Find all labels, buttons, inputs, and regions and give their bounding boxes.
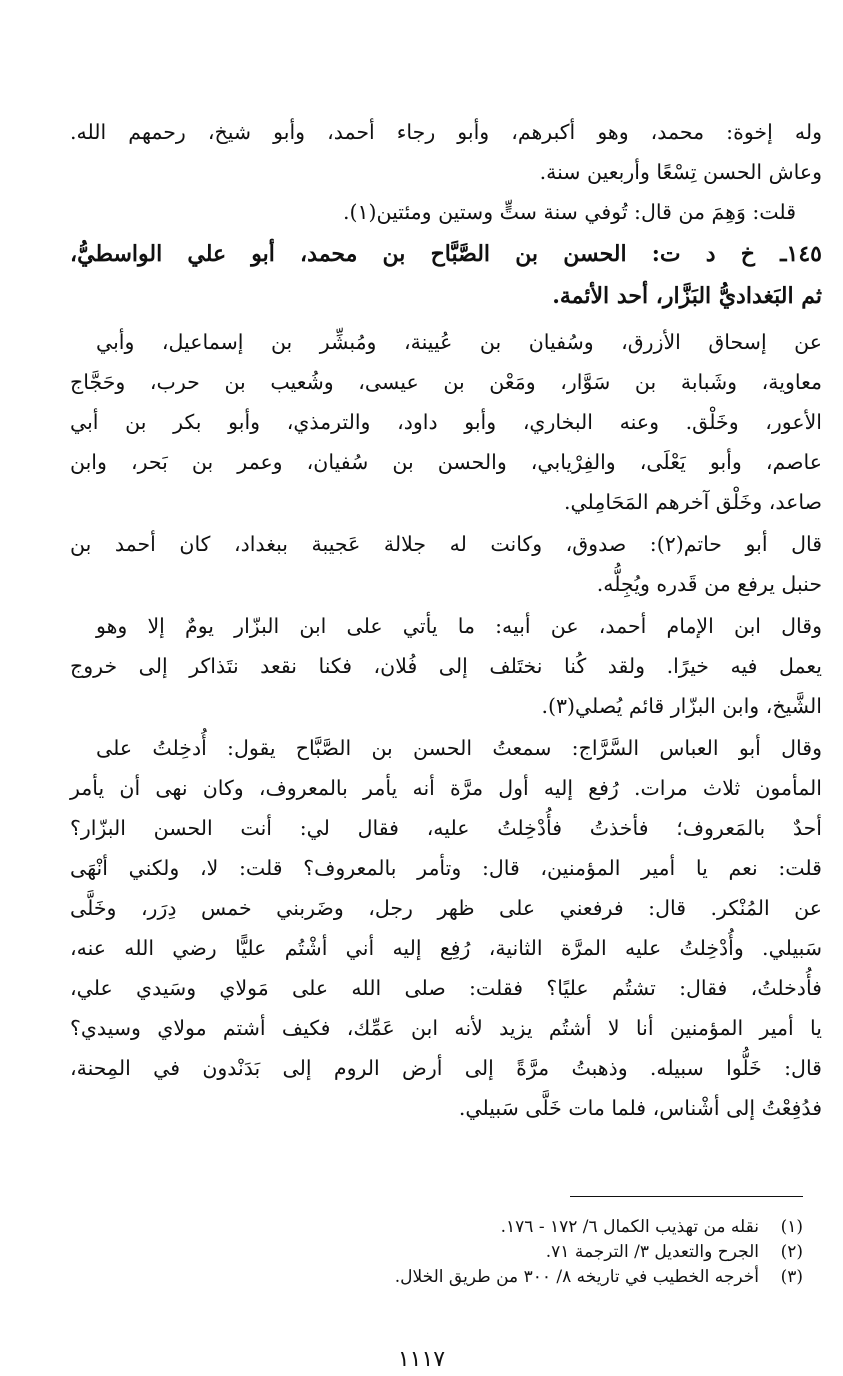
entry-heading: ١٤٥ـ خ د ت: الحسن بن الصَّبَّاح بن محمد، أبو علي الواسطيُّ، (70, 241, 822, 267)
footnote (43, 1215, 803, 1239)
footnote-text: أخرجه الخطيب في تاريخه ٨/ ٣٠٠ من طريق الخلال. (394, 1267, 759, 1287)
text-line: عن المُنْكر. قال: فرفعني على ظهر رجل، وضَربني خمس دِرَر، وخَلَّى (70, 896, 822, 920)
footnote-number: (٣) (780, 1267, 803, 1287)
text-line: عاصم، وأبو يَعْلَى، والفِرْيابي، والحسن بن سُفيان، وعمر بن بَحر، وابن (70, 450, 822, 474)
text-line: فأُدخلتُ، فقال: تشتُم عليًا؟ فقلت: صلى الله على مَولاي وسَيدي علي، (70, 976, 822, 1000)
text-line: سَبيلي. وأُدْخِلتُ عليه المرَّة الثانية، رُفِع إليه أني أشْتُم عليًّا رضي الله عنه، (70, 936, 822, 960)
text-line: فدُفِعْتُ إلى أشْناس، فلما مات خَلَّى سَبيلي. (458, 1096, 822, 1120)
text-line: صاعد، وخَلْق آخرهم المَحَامِلي. (563, 490, 822, 514)
footnote (43, 1240, 803, 1264)
footnote-divider (570, 1196, 803, 1197)
text-line: وقال أبو العباس السَّرَّاج: سمعتُ الحسن بن الصَّبَّاح يقول: أُدخِلتُ على (96, 736, 822, 760)
text-line: وله إخوة: محمد، وهو أكبرهم، وأبو رجاء أحمد، وأبو شيخ، رحمهم الله. (70, 120, 822, 144)
footnote (43, 1265, 803, 1289)
text-line: معاوية، وشَبابة بن سَوَّار، ومَعْن بن عيسى، وشُعيب بن حرب، وحَجَّاج (70, 370, 822, 394)
text-line: وعاش الحسن تِسْعًا وأربعين سنة. (539, 160, 822, 184)
text-line: قال: خَلُّوا سبيله. وذهبتُ مرَّةً إلى أرض الروم إلى بَدَنْدون في المِحنة، (70, 1056, 822, 1080)
footnote-number: (١) (780, 1217, 803, 1237)
text-line: قال أبو حاتم(٢): صدوق، وكانت له جلالة عَجيبة ببغداد، كان أحمد بن (70, 532, 823, 556)
footnote-number: (٢) (780, 1242, 803, 1262)
text-line: الأعور، وخَلْق. وعنه البخاري، وأبو داود، والترمذي، وأبو بكر بن أبي (70, 410, 822, 434)
footnote-text: الجرح والتعديل ٣/ الترجمة ٧١. (545, 1242, 759, 1262)
entry-heading: ثم البَغداديُّ البَزَّار، أحد الأئمة. (552, 283, 822, 309)
text-line: وقال ابن الإمام أحمد، عن أبيه: ما يأتي على ابن البزّار يومٌ إلا وهو (96, 614, 822, 638)
text-line: قلت: وَهِمَ من قال: تُوفي سنة ستٍّ وستين ومئتين(١). (342, 200, 796, 224)
footnote-text: نقله من تهذيب الكمال ٦/ ١٧٢ - ١٧٦. (500, 1217, 759, 1237)
text-line: عن إسحاق الأزرق، وسُفيان بن عُيينة، ومُبشِّر بن إسماعيل، وأبي (96, 330, 822, 354)
text-line: أحدٌ بالمَعروف؛ فأخذتُ فأُدْخِلتُ عليه، فقال لي: أنت الحسن البزّار؟ (70, 816, 822, 840)
text-line: قلت: نعم يا أمير المؤمنين، قال: وتأمر بالمعروف؟ قلت: لا، ولكني أنْهَى (70, 856, 822, 880)
text-line: حنبل يرفع من قَدره ويُجِلُّه. (596, 572, 822, 596)
text-line: المأمون ثلاث مرات. رُفع إليه أول مرَّة أنه يأمر بالمعروف، وكان نهى أن يأمر (70, 776, 822, 800)
page-number: ١١١٧ (397, 1347, 446, 1372)
text-line: يا أمير المؤمنين أنا لا أشتُم يزيد لأنه ابن عَمِّك، فكيف أشتم مولاي وسيدي؟ (70, 1016, 822, 1040)
text-line: الشَّيخ، وابن البزّار قائم يُصلي(٣). (541, 694, 822, 718)
text-line: يعمل فيه خيرًا. ولقد كُنا نختَلف إلى فُلان، فكنا نقعد نتَذاكر إلى خروج (70, 654, 822, 678)
